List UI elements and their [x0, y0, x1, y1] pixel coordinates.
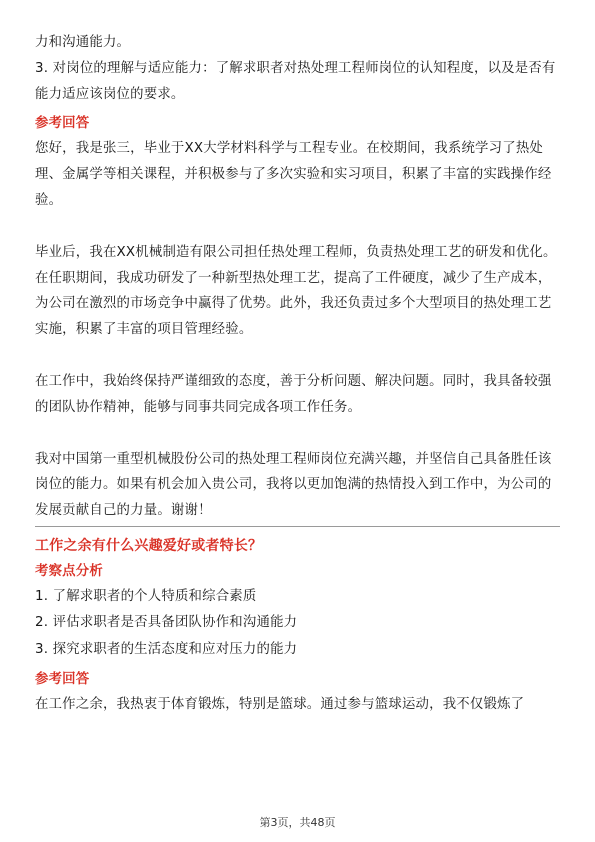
answer-start-text: 在工作之余，我热衷于体育锻炼，特别是篮球。通过参与篮球运动，我不仅锻炼了	[35, 697, 525, 713]
reference-answer-label: 参考回答	[35, 116, 90, 132]
answer-paragraph-2: 毕业后，我在XX机械制造有限公司担任热处理工程师，负责热处理工艺的研发和优化。在任职期间，我成功研发了一种新型热处理工艺，提高了工件硬度，减少了生产成本，为公司在激烈的市场竞争中赢得了优势。此外，我还负责过多个大型项目的热处理工艺实施，积累了丰富的项目管理经验。	[35, 244, 557, 338]
analysis-item: 3. 探究求职者的生活态度和应对压力的能力	[35, 641, 298, 657]
section-divider	[35, 526, 560, 527]
analysis-item: 2. 评估求职者是否具备团队协作和沟通能力	[35, 615, 298, 631]
page-footer: 第3页，共48页	[259, 816, 336, 829]
page-content	[35, 30, 560, 718]
answer-paragraph-1: 您好，我是张三，毕业于XX大学材料科学与工程专业。在校期间，我系统学习了热处理、金属学等相关课程，并积极参与了多次实验和实习项目，积累了丰富的实践操作经验。	[35, 141, 552, 208]
answer-paragraph-4: 我对中国第一重型机械股份公司的热处理工程师岗位充满兴趣，并坚信自己具备胜任该岗位的能力。如果有机会加入贵公司，我将以更加饱满的热情投入到工作中，为公司的发展贡献自己的力量。谢谢！	[35, 451, 552, 519]
continuation-text: 力和沟通能力。	[35, 35, 131, 50]
reference-answer-label-2: 参考回答	[35, 672, 90, 688]
analysis-item: 1. 了解求职者的个人特质和综合素质	[35, 588, 257, 604]
answer-paragraph-3: 在工作中，我始终保持严谨细致的态度，善于分析问题、解决问题。同时，我具备较强的团队协作精神，能够与同事共同完成各项工作任务。	[35, 373, 552, 415]
analysis-label: 考察点分析	[35, 563, 103, 579]
analysis-item-3: 3. 对岗位的理解与适应能力：了解求职者对热处理工程师岗位的认知程度，以及是否有能力适应该岗位的要求。	[35, 60, 556, 102]
question-title: 工作之余有什么兴趣爱好或者特长？	[35, 537, 263, 554]
